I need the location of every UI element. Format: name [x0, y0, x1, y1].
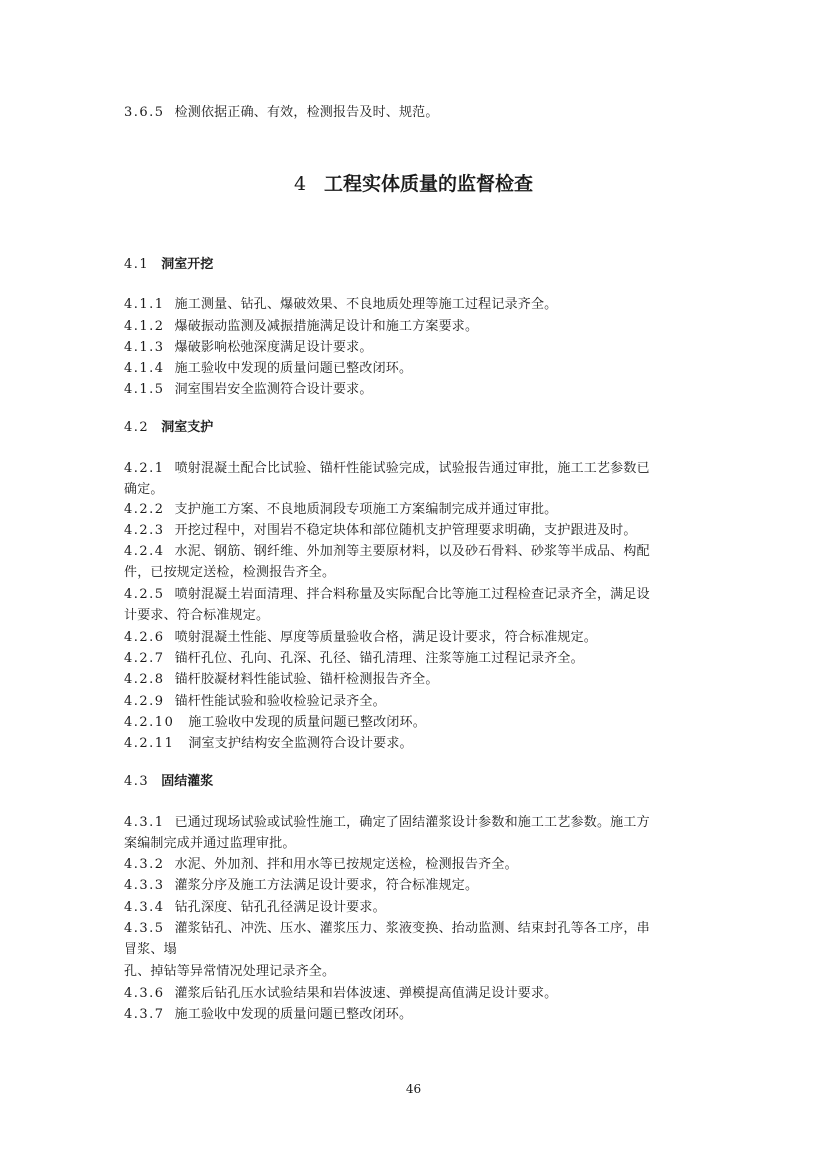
section-title: 固结灌浆	[161, 774, 214, 789]
list-item	[124, 984, 557, 1004]
item-text: 锚杆孔位、孔向、孔深、孔径、锚孔清理、注浆等施工过程记录齐全。	[174, 651, 584, 666]
item-number: 4.2.7	[124, 651, 165, 666]
item-number: 4.1.5	[124, 382, 165, 397]
item-number: 3.6.5	[124, 105, 165, 120]
chapter-number: 4	[293, 173, 307, 195]
item-text: 灌浆后钻孔压水试验结果和岩体波速、弹模提高值满足设计要求。	[174, 986, 558, 1001]
item-number: 4.1.3	[124, 340, 165, 355]
section-number: 4.3	[124, 774, 150, 789]
list-item	[124, 692, 386, 712]
item-text: 喷射混凝土性能、厚度等质量验收合格，满足设计要求，符合标准规定。	[174, 630, 597, 645]
item-number: 4.3.4	[124, 900, 165, 915]
item-number: 4.3.1	[124, 815, 165, 830]
item-text: 喷射混凝土配合比试验、锚杆性能试验完成，试验报告通过审批，施工工艺参数已	[174, 461, 650, 476]
list-item	[124, 876, 478, 896]
list-item	[124, 359, 412, 379]
item-text: 水泥、钢筋、钢纤维、外加剂等主要原材料，以及砂石骨料、砂浆等半成品、构配	[174, 544, 650, 559]
item-text: 锚杆性能试验和验收检验记录齐全。	[174, 694, 386, 709]
section-number: 4.1	[124, 257, 150, 272]
item-text: 锚杆胶凝材料性能试验、锚杆检测报告齐全。	[174, 672, 439, 687]
list-item	[124, 500, 557, 520]
section-title: 洞室支护	[161, 420, 214, 435]
list-item	[124, 380, 373, 400]
item-text: 检测依据正确、有效，检测报告及时、规范。	[174, 105, 439, 120]
item-text: 洞室围岩安全监测符合设计要求。	[174, 382, 373, 397]
section-heading	[124, 255, 213, 275]
list-item	[124, 585, 650, 605]
list-item	[124, 521, 637, 541]
list-item	[124, 813, 650, 833]
item-number: 4.2.6	[124, 630, 165, 645]
item-number: 4.2.8	[124, 672, 165, 687]
item-number: 4.1.2	[124, 319, 165, 334]
item-text: 钻孔深度、钻孔孔径满足设计要求。	[174, 900, 386, 915]
list-item	[124, 459, 650, 479]
section-heading	[124, 772, 213, 792]
item-number: 4.2.4	[124, 544, 165, 559]
item-text: 施工测量、钻孔、爆破效果、不良地质处理等施工过程记录齐全。	[174, 297, 558, 312]
list-item	[124, 338, 373, 358]
list-item	[124, 628, 597, 648]
item-number: 4.2.10	[124, 715, 175, 730]
item-number: 4.3.5	[124, 921, 165, 936]
item-text: 爆破振动监测及减振措施满足设计和施工方案要求。	[174, 319, 479, 334]
item-text-continuation: 件，已按规定送检，检测报告齐全。	[124, 565, 336, 580]
item-text: 施工验收中发现的质量问题已整改闭环。	[174, 1007, 413, 1022]
item-text-continuation: 确定。	[124, 482, 164, 497]
item-number: 4.3.2	[124, 857, 165, 872]
list-item	[124, 295, 557, 315]
list-item	[124, 317, 478, 337]
list-item	[124, 649, 584, 669]
list-item	[124, 734, 413, 754]
list-item	[124, 542, 650, 562]
item-number: 4.3.6	[124, 986, 165, 1001]
item-text: 已通过现场试验或试验性施工，确定了固结灌浆设计参数和施工工艺参数。施工方	[174, 815, 650, 830]
list-item	[124, 713, 426, 733]
item-number: 4.2.2	[124, 502, 165, 517]
chapter-title: 工程实体质量的监督检查	[324, 173, 534, 195]
item-number: 4.2.1	[124, 461, 165, 476]
item-text: 水泥、外加剂、拌和用水等已按规定送检，检测报告齐全。	[174, 857, 518, 872]
item-text-continuation: 孔、掉钻等异常情况处理记录齐全。	[124, 964, 336, 979]
item-number: 4.2.11	[124, 736, 175, 751]
page-number: 46	[405, 1082, 422, 1096]
item-text: 洞室支护结构安全监测符合设计要求。	[188, 736, 413, 751]
item-number: 4.1.4	[124, 361, 165, 376]
item-number: 4.2.9	[124, 694, 165, 709]
item-text-continuation: 冒浆、塌	[124, 942, 177, 957]
list-item	[124, 670, 439, 690]
item-text: 施工验收中发现的质量问题已整改闭环。	[188, 715, 426, 730]
item-number: 4.2.5	[124, 587, 165, 602]
list-item	[124, 855, 518, 875]
section-heading	[124, 418, 213, 438]
item-number: 4.1.1	[124, 297, 165, 312]
list-item	[124, 898, 386, 918]
item-text-continuation: 案编制完成并通过监理审批。	[124, 836, 296, 851]
chapter-heading	[0, 171, 827, 197]
item-text: 灌浆钻孔、冲洗、压水、灌浆压力、浆液变换、抬动监测、结束封孔等各工序，串	[174, 921, 650, 936]
item-number: 4.3.3	[124, 878, 165, 893]
item-text: 爆破影响松弛深度满足设计要求。	[174, 340, 373, 355]
item-text: 喷射混凝土岩面清理、拌合料称量及实际配合比等施工过程检查记录齐全，满足设	[174, 587, 650, 602]
section-number: 4.2	[124, 420, 150, 435]
list-item	[124, 103, 439, 123]
list-item	[124, 919, 650, 939]
item-number: 4.2.3	[124, 523, 165, 538]
item-text: 灌浆分序及施工方法满足设计要求，符合标准规定。	[174, 878, 479, 893]
section-title: 洞室开挖	[161, 257, 214, 272]
item-text: 支护施工方案、不良地质洞段专项施工方案编制完成并通过审批。	[174, 502, 558, 517]
item-text: 施工验收中发现的质量问题已整改闭环。	[174, 361, 413, 376]
item-text-continuation: 计要求、符合标准规定。	[124, 608, 270, 623]
item-text: 开挖过程中，对围岩不稳定块体和部位随机支护管理要求明确，支护跟进及时。	[174, 523, 637, 538]
list-item	[124, 1005, 412, 1025]
item-number: 4.3.7	[124, 1007, 165, 1022]
